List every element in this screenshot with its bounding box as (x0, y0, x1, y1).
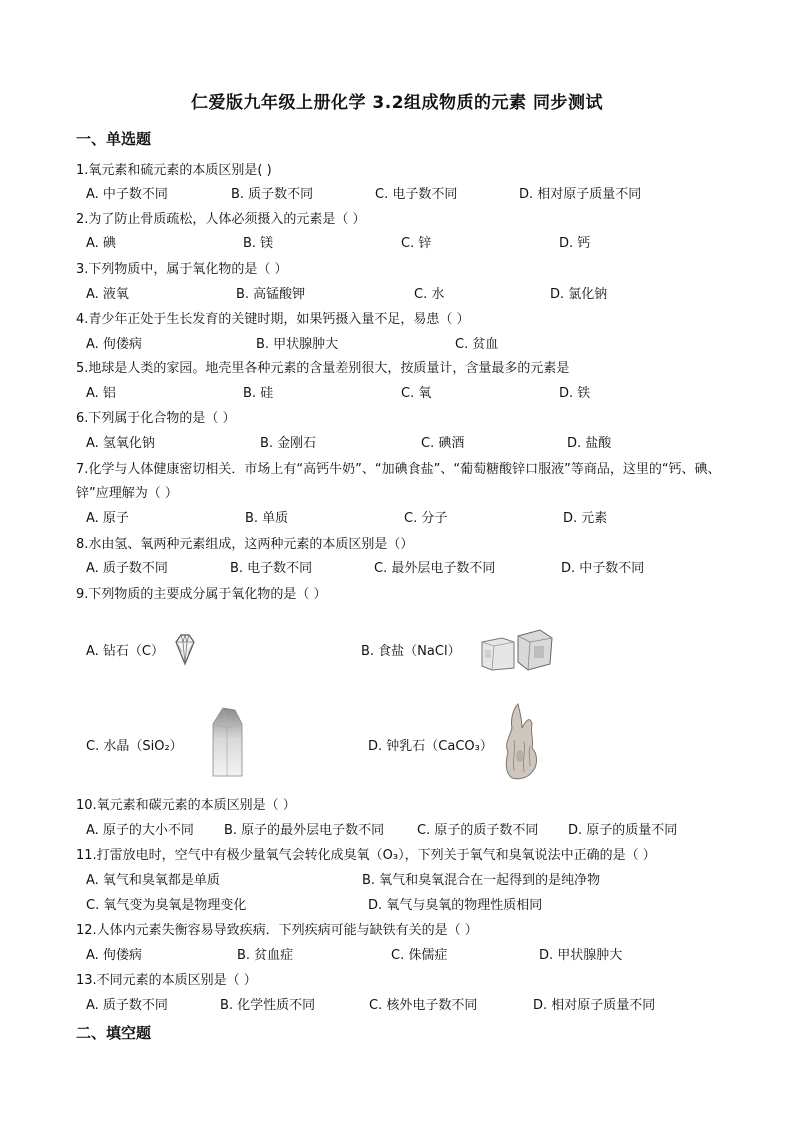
question-options (86, 995, 736, 1017)
option-a[interactable]: A. 钻石（C） (86, 644, 165, 659)
question-stem: 12.人体内元素失衡容易导致疾病．下列疾病可能与缺铁有关的是（ ） (76, 923, 478, 938)
option-c[interactable]: C. 碘酒 (421, 436, 465, 451)
question-options (86, 334, 736, 356)
option-d[interactable]: D. 钙 (559, 236, 591, 251)
question-stem: 10.氧元素和碳元素的本质区别是（ ） (76, 798, 296, 813)
option-d[interactable]: D. 中子数不同 (561, 561, 645, 576)
option-b[interactable]: B. 镁 (243, 236, 274, 251)
option-d[interactable]: D. 盐酸 (567, 436, 612, 451)
question-stem: 1.氧元素和硫元素的本质区别是( ) (76, 163, 272, 178)
option-b[interactable]: B. 原子的最外层电子数不同 (224, 823, 385, 838)
option-a[interactable]: A. 佝偻病 (86, 948, 142, 963)
option-d[interactable]: D. 元素 (563, 511, 608, 526)
question-options (86, 820, 736, 842)
question-options (86, 508, 736, 530)
option-b[interactable]: B. 甲状腺肿大 (256, 337, 339, 352)
option-c[interactable]: C. 氧 (401, 386, 432, 401)
option-a[interactable]: A. 原子的大小不同 (86, 823, 194, 838)
question-options (86, 870, 736, 892)
option-c[interactable]: C. 核外电子数不同 (369, 998, 478, 1013)
option-d[interactable]: D. 氧气与臭氧的物理性质相同 (368, 898, 543, 913)
option-d[interactable]: D. 相对原子质量不同 (519, 187, 642, 202)
option-d[interactable]: D. 铁 (559, 386, 591, 401)
option-c[interactable]: C. 锌 (401, 236, 432, 251)
salt-crystal-image (478, 628, 554, 672)
question-options (86, 383, 736, 405)
option-a[interactable]: A. 质子数不同 (86, 561, 168, 576)
option-b[interactable]: B. 硅 (243, 386, 274, 401)
option-b[interactable]: B. 高锰酸钾 (236, 287, 306, 302)
question-stem: 6.下列属于化合物的是（ ） (76, 411, 236, 426)
option-c[interactable]: C. 侏儒症 (391, 948, 448, 963)
option-d[interactable]: D. 氯化钠 (550, 287, 608, 302)
question-stem: 13.不同元素的本质区别是（ ） (76, 973, 257, 988)
question-options (86, 945, 736, 967)
option-b[interactable]: B. 食盐（NaCl） (361, 644, 461, 659)
option-c[interactable]: C. 贫血 (455, 337, 499, 352)
option-b[interactable]: B. 化学性质不同 (220, 998, 316, 1013)
option-b[interactable]: B. 贫血症 (237, 948, 294, 963)
option-c[interactable]: C. 氧气变为臭氧是物理变化 (86, 898, 247, 913)
question-stem: 2.为了防止骨质疏松，人体必须摄入的元素是（ ） (76, 212, 366, 227)
option-c[interactable]: C. 电子数不同 (375, 187, 458, 202)
question-stem: 7.化学与人体健康密切相关．市场上有“高钙牛奶”、“加碘食盐”、“葡萄糖酸锌口服液”等商品，这里的“钙、碘、锌”应理解为（ ） (76, 462, 721, 501)
option-a[interactable]: A. 原子 (86, 511, 129, 526)
option-a[interactable]: A. 中子数不同 (86, 187, 168, 202)
option-b[interactable]: B. 氧气和臭氧混合在一起得到的是纯净物 (362, 873, 601, 888)
option-d[interactable]: D. 相对原子质量不同 (533, 998, 656, 1013)
diamond-image (172, 632, 198, 666)
question-options (86, 558, 736, 580)
option-a[interactable]: A. 氢氧化钠 (86, 436, 155, 451)
option-a[interactable]: A. 质子数不同 (86, 998, 168, 1013)
question-stem: 5.地球是人类的家园。地壳里各种元素的含量差别很大，按质量计，含量最多的元素是 (76, 361, 570, 376)
option-b[interactable]: B. 质子数不同 (231, 187, 314, 202)
stalactite-image (500, 700, 542, 780)
option-a[interactable]: A. 氧气和臭氧都是单质 (86, 873, 220, 888)
option-c[interactable]: C. 最外层电子数不同 (374, 561, 496, 576)
question-stem: 8.水由氢、氧两种元素组成，这两种元素的本质区别是（） (76, 537, 414, 552)
option-b[interactable]: B. 电子数不同 (230, 561, 313, 576)
page-title: 仁爱版九年级上册化学 3.2组成物质的元素 同步测试 (191, 93, 603, 113)
option-d[interactable]: D. 钟乳石（CaCO₃） (368, 739, 493, 754)
option-a[interactable]: A. 佝偻病 (86, 337, 142, 352)
option-d[interactable]: D. 甲状腺肿大 (539, 948, 623, 963)
section-heading-fill-blank: 二、填空题 (76, 1024, 152, 1042)
question-options (86, 184, 736, 206)
option-c[interactable]: C. 水晶（SiO₂） (86, 739, 183, 754)
option-b[interactable]: B. 金刚石 (260, 436, 317, 451)
question-stem: 9.下列物质的主要成分属于氧化物的是（ ） (76, 587, 327, 602)
question-options (86, 284, 736, 306)
option-c[interactable]: C. 分子 (404, 511, 448, 526)
option-c[interactable]: C. 水 (414, 287, 445, 302)
question-options (86, 433, 736, 455)
question-options (86, 233, 736, 255)
question-stem: 4.青少年正处于生长发育的关键时期，如果钙摄入量不足，易患（ ） (76, 312, 470, 327)
option-a[interactable]: A. 液氧 (86, 287, 129, 302)
question-stem: 11.打雷放电时，空气中有极少量氧气会转化成臭氧（O₃），下列关于氧气和臭氧说法中正确的是（ ） (76, 848, 656, 863)
option-d[interactable]: D. 原子的质量不同 (568, 823, 678, 838)
option-c[interactable]: C. 原子的质子数不同 (417, 823, 539, 838)
question-stem: 3.下列物质中，属于氧化物的是（ ） (76, 262, 288, 277)
option-a[interactable]: A. 铝 (86, 386, 116, 401)
option-b[interactable]: B. 单质 (245, 511, 289, 526)
section-heading-single-choice: 一、单选题 (76, 130, 152, 148)
quartz-crystal-image (209, 706, 245, 780)
option-a[interactable]: A. 碘 (86, 236, 116, 251)
question-options (86, 895, 736, 917)
